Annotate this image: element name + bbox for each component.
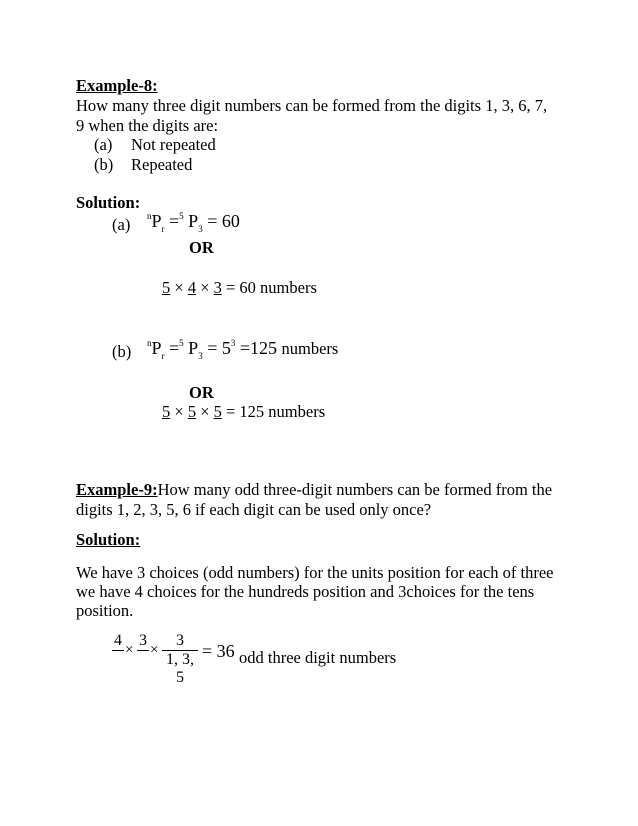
fraction-tens [137, 632, 149, 651]
fraction-denominator: 1, 3, 5 [166, 651, 194, 686]
part-b-label: (b) [112, 342, 132, 361]
part-b-permutation-formula [147, 338, 338, 359]
formula-unit: numbers [281, 339, 339, 358]
formula-three: 3 [198, 351, 203, 361]
digit-3: 3 [213, 278, 222, 297]
formula-p: P [151, 338, 162, 358]
formula-equals: = [169, 211, 180, 231]
part-b-product [162, 402, 325, 422]
example-9-question-line-1 [76, 480, 552, 500]
formula-n: n [147, 338, 152, 348]
formula-n: n [147, 211, 152, 221]
formula-r: r [161, 351, 165, 361]
formula-p2: P [188, 211, 199, 231]
option-b-label: (b) [94, 155, 114, 174]
or-label-1: OR [189, 238, 214, 257]
example-8-question-line-1: How many three digit numbers can be formed from the digits 1, 3, 6, 7, [76, 96, 548, 115]
formula-p2: P [188, 338, 199, 358]
digit-2: 5 [187, 402, 197, 421]
fraction-numerator: 4 [114, 632, 122, 649]
option-a-label: (a) [94, 135, 113, 154]
fraction-hundreds [112, 632, 124, 651]
fraction-units [162, 632, 198, 687]
example-9-heading: Example-9: [76, 480, 158, 499]
formula-five: 5 [179, 211, 184, 221]
formula-p: P [151, 211, 162, 231]
option-a-text: Not repeated [131, 135, 216, 154]
fraction-result: = 36 [202, 641, 235, 661]
example-9-question-text: How many odd three-digit numbers can be formed from the [157, 480, 553, 499]
part-a-label: (a) [112, 215, 131, 234]
fraction-unit: odd three digit numbers [239, 648, 397, 667]
fraction-numerator: 3 [139, 632, 147, 649]
digit-3: 5 [213, 402, 222, 421]
times-sign: × [125, 642, 134, 658]
times-sign: × [150, 642, 159, 658]
solution-9-heading: Solution: [76, 530, 141, 549]
formula-three: 3 [198, 224, 203, 234]
solution-9-line-1: We have 3 choices (odd numbers) for the units position for each of three [76, 563, 554, 582]
or-label-2: OR [189, 383, 214, 402]
part-a-product [162, 278, 317, 298]
product-result: = 60 numbers [226, 278, 317, 297]
times-sign: × [174, 402, 184, 421]
formula-five: 5 [179, 338, 184, 348]
formula-exponent: 3 [230, 338, 236, 348]
example-8-question-line-2: 9 when the digits are: [76, 116, 219, 135]
fraction-bar [112, 650, 124, 651]
fraction-bar [137, 650, 149, 651]
product-result: = 125 numbers [226, 402, 326, 421]
formula-r: r [161, 224, 165, 234]
digit-1: 5 [162, 278, 171, 297]
digit-1: 5 [162, 402, 171, 421]
formula-result: = 60 [207, 211, 240, 231]
times-sign: × [174, 278, 184, 297]
example-9-question-line-2: digits 1, 2, 3, 5, 6 if each digit can be used only once? [76, 500, 432, 519]
fraction-numerator: 3 [176, 632, 184, 649]
solution-9-line-3: position. [76, 601, 134, 620]
times-sign: × [200, 278, 210, 297]
solution-8-heading: Solution: [76, 193, 141, 212]
example-8-heading: Example-8: [76, 76, 158, 95]
part-a-permutation-formula [147, 211, 240, 232]
formula-equals: = [169, 338, 180, 358]
digit-2: 4 [187, 278, 197, 297]
option-b-text: Repeated [131, 155, 193, 174]
formula-result: =125 [239, 338, 277, 358]
solution-9-line-2: we have 4 choices for the hundreds position and 3choices for the tens [76, 582, 535, 601]
times-sign: × [200, 402, 210, 421]
formula-power: = 5 [207, 338, 231, 358]
